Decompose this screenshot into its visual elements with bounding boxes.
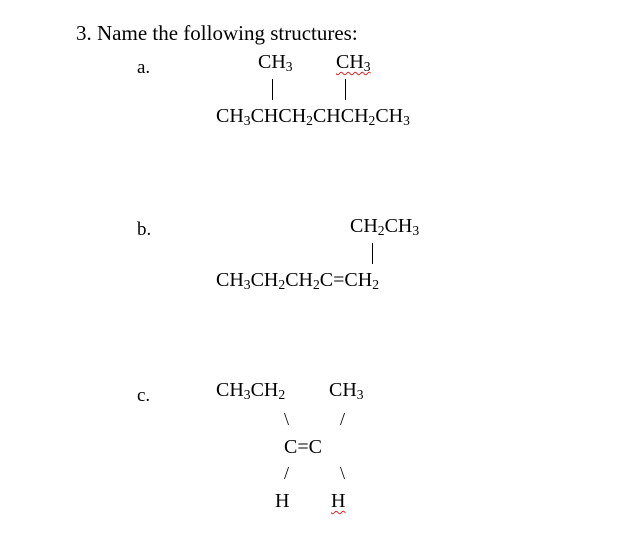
- part-c-bond-lower-right: \: [340, 463, 346, 483]
- part-a-bond-2: [345, 79, 346, 100]
- part-b-main-chain: $CH_3CH_2CH_2C=CH_2$: [216, 269, 379, 292]
- part-a-methyl-branch-2: $CH_3$: [336, 51, 371, 74]
- part-a-methyl-branch-1: $CH_3$: [258, 51, 293, 74]
- part-c-methyl-group: $CH_3$: [329, 379, 364, 402]
- part-c-bond-upper-right: /: [340, 409, 346, 429]
- part-c-double-bond: C=C: [284, 436, 322, 458]
- part-c-ethyl-group: $CH_3CH_2$: [216, 379, 286, 402]
- part-a-main-chain: $CH_3CHCH_2CHCH_2CH_3$: [216, 105, 410, 128]
- part-b-bond: [372, 243, 373, 264]
- part-a-bond-1: [272, 79, 273, 100]
- part-b-label: b.: [137, 219, 152, 240]
- part-c-hydrogen-right: H: [331, 490, 346, 512]
- part-c-hydrogen-left: H: [275, 490, 290, 512]
- part-b-ethyl-branch: $CH_2CH_3$: [350, 215, 420, 238]
- part-c-bond-upper-left: \: [284, 409, 290, 429]
- part-c-label: c.: [137, 385, 151, 406]
- part-a-label: a.: [137, 57, 151, 78]
- part-c-bond-lower-left: /: [284, 463, 290, 483]
- question-heading: 3. Name the following structures:: [76, 21, 358, 45]
